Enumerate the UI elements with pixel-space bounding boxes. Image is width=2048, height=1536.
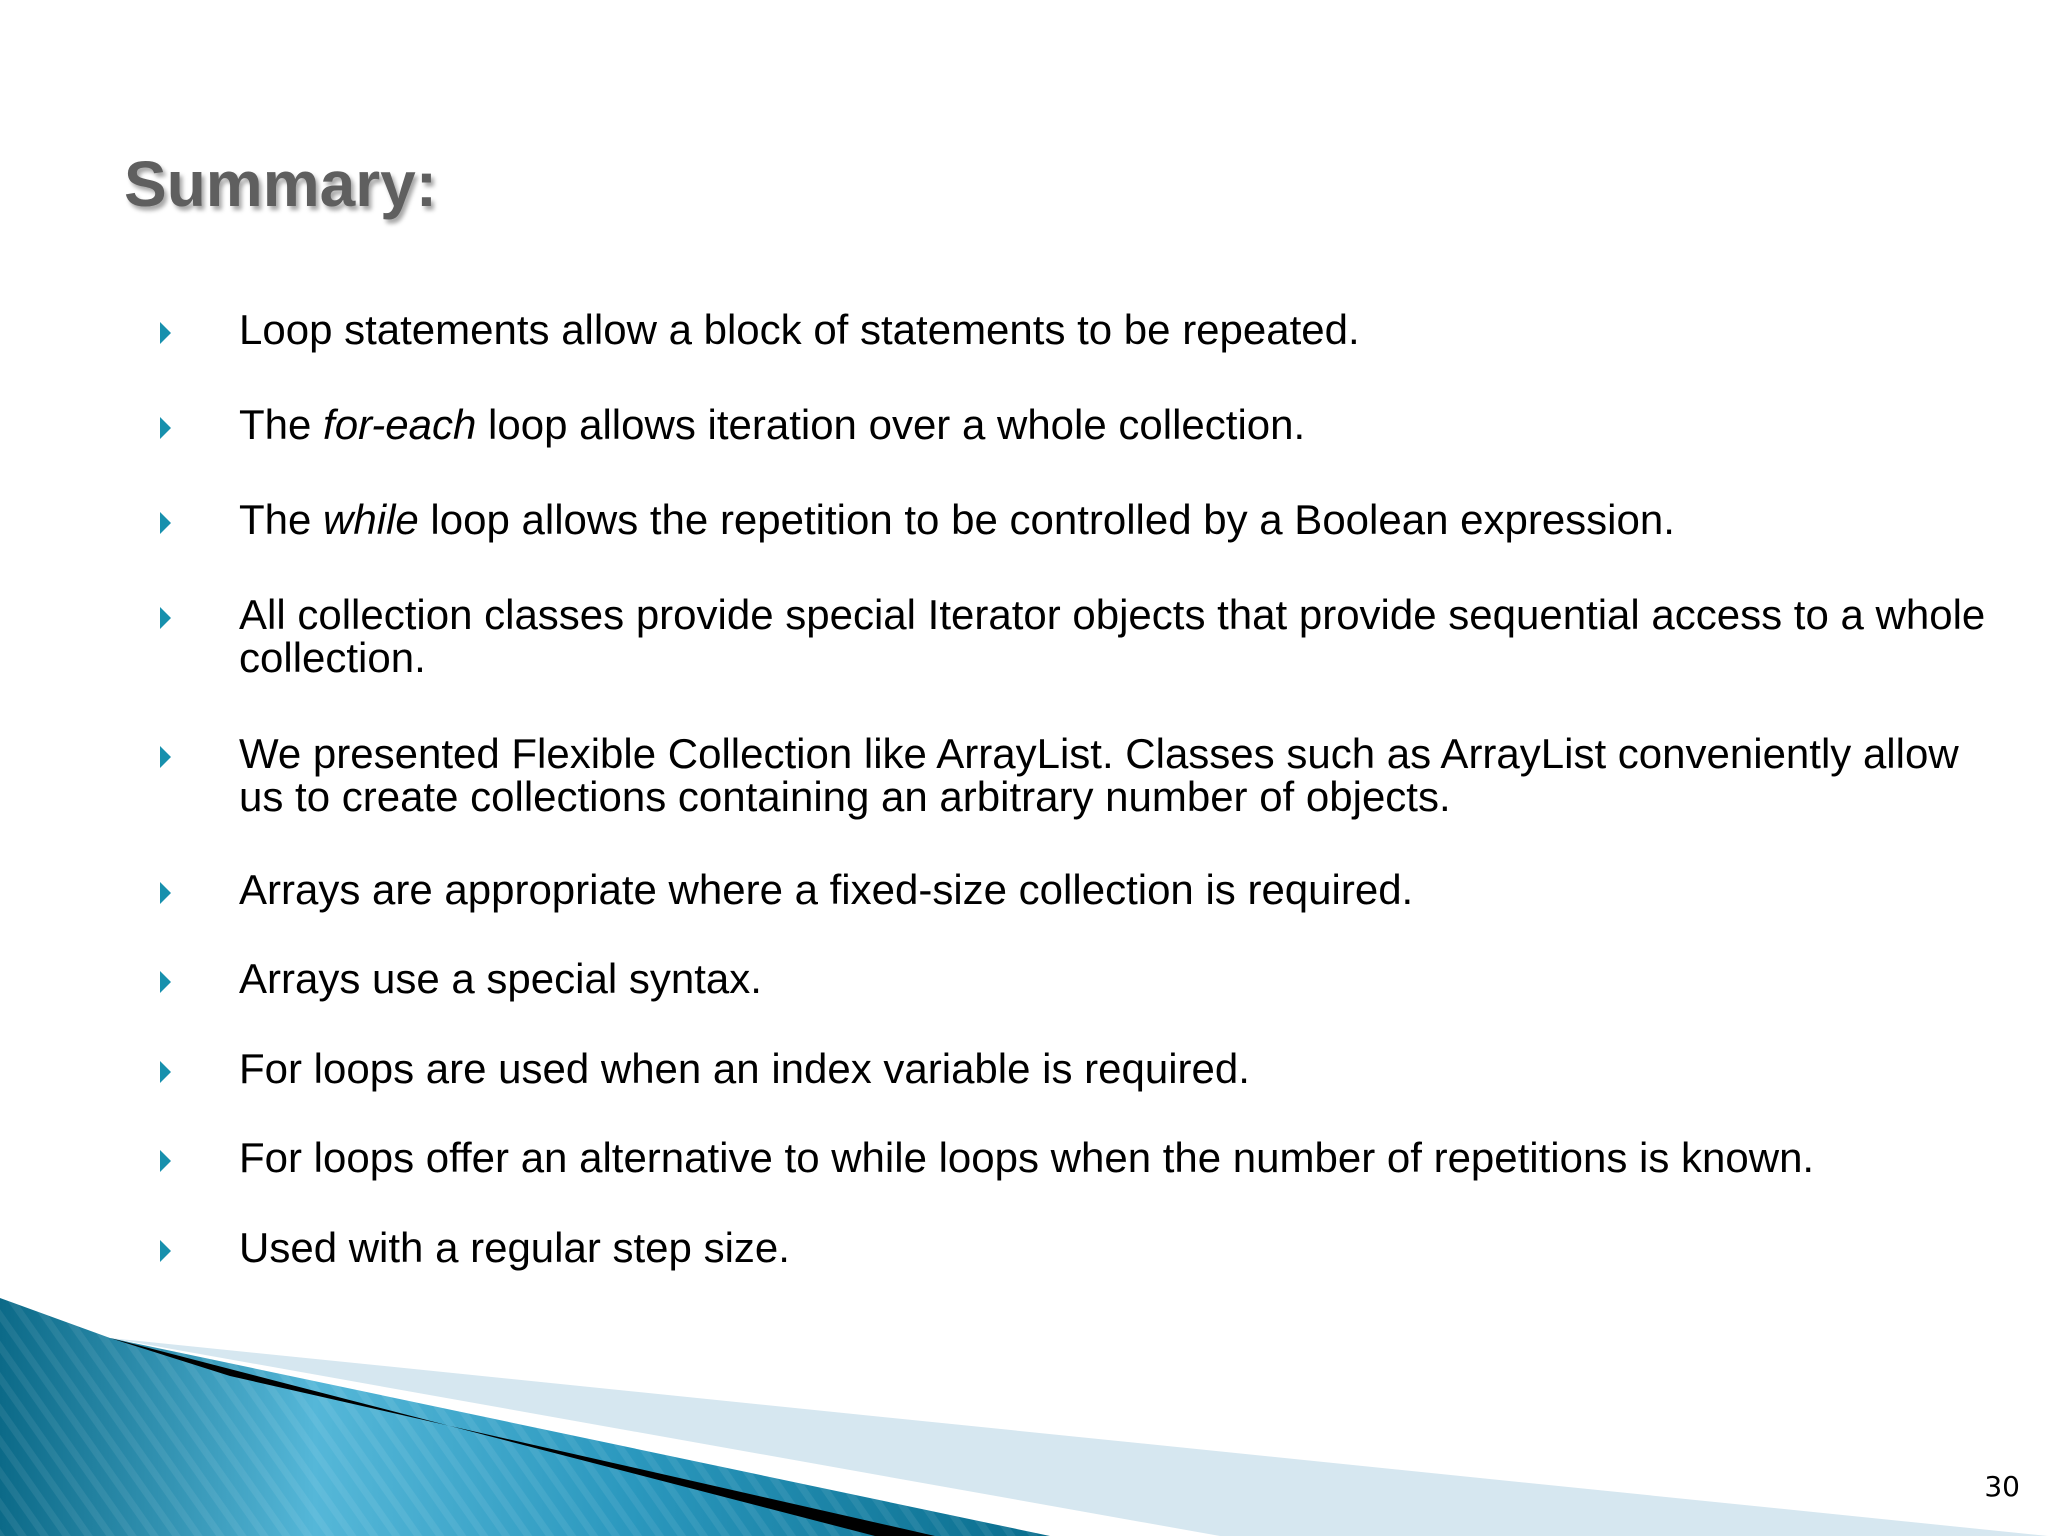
triangle-right-icon — [160, 607, 171, 629]
triangle-right-icon — [160, 417, 171, 439]
bullet-text: The while loop allows the repetition to be controlled by a Boolean expression. — [239, 496, 1675, 543]
triangle-right-icon — [160, 971, 171, 993]
triangle-right-icon — [160, 882, 171, 904]
triangle-right-icon — [160, 746, 171, 768]
triangle-right-icon — [160, 1150, 171, 1172]
bullet-text: Arrays use a special syntax. — [239, 955, 762, 1002]
blue-swoosh-texture — [0, 1298, 1050, 1536]
bullet-text: We presented Flexible Collection like ArrayList. Classes such as ArrayList conveniently allow us to create collections containing an arbitrary number of objects. — [239, 730, 1959, 820]
page-number: 30 — [1984, 1470, 2020, 1503]
bullet-text: Loop statements allow a block of statements to be repeated. — [239, 306, 1360, 353]
triangle-right-icon — [160, 322, 171, 344]
triangle-right-icon — [160, 1240, 171, 1262]
bullet-text: For loops are used when an index variable is required. — [239, 1045, 1250, 1092]
bullet-text: For loops offer an alternative to while loops when the number of repetitions is known. — [239, 1134, 1815, 1181]
bullet-text: All collection classes provide special Iterator objects that provide sequential access to a whole collection. — [239, 591, 1986, 681]
decorative-wave — [0, 1290, 2048, 1536]
bullet-text: Used with a regular step size. — [239, 1224, 790, 1271]
triangle-right-icon — [160, 512, 171, 534]
bullet-text: The for-each loop allows iteration over a whole collection. — [239, 401, 1306, 448]
slide-title: Summary: — [124, 148, 437, 220]
bullet-text: Arrays are appropriate where a fixed-size collection is required. — [239, 866, 1414, 913]
triangle-right-icon — [160, 1061, 171, 1083]
